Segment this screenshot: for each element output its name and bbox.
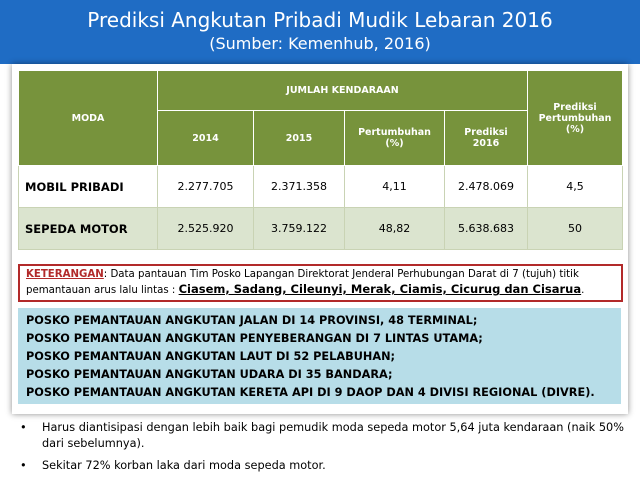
bullet-text: Sekitar 72% korban laka dari moda sepeda motor. [42, 459, 326, 472]
header-pertumbuhan [345, 111, 445, 166]
cell-2014: 2.277.705 [158, 166, 254, 208]
cell-2015: 2.371.358 [254, 166, 345, 208]
header-2014: 2014 [158, 111, 254, 166]
bullet-list [20, 420, 630, 480]
bullet-item [20, 458, 630, 474]
cell-prediksi-pertumbuhan: 4,5 [528, 166, 623, 208]
cell-pertumbuhan: 48,82 [345, 208, 445, 250]
bullet-icon: • [20, 421, 27, 434]
keterangan-locations: Ciasem, Sadang, Cileunyi, Merak, Ciamis, Cicurug dan Cisarua [178, 282, 582, 296]
cell-pertumbuhan: 4,11 [345, 166, 445, 208]
header-line: 2016 [472, 138, 500, 149]
header-moda: MODA [19, 71, 158, 166]
keterangan-end: . [581, 285, 585, 296]
header-line: Pertumbuhan [538, 112, 612, 124]
table-row [19, 166, 623, 208]
posko-line: POSKO PEMANTAUAN ANGKUTAN JALAN DI 14 PROVINSI, 48 TERMINAL; [26, 314, 478, 327]
header-line: (%) [385, 138, 404, 149]
header-line: Prediksi [553, 101, 597, 113]
header-line: Prediksi [464, 127, 508, 138]
data-table [18, 70, 623, 250]
posko-line: POSKO PEMANTAUAN ANGKUTAN PENYEBERANGAN DI 7 LINTAS UTAMA; [26, 332, 483, 345]
keterangan-label: KETERANGAN [26, 269, 104, 280]
cell-2014: 2.525.920 [158, 208, 254, 250]
page-title: Prediksi Angkutan Pribadi Mudik Lebaran 2016 [87, 8, 553, 32]
bullet-text: Harus diantisipasi dengan lebih baik bagi pemudik moda sepeda motor 5,64 juta kendaraan (naik 50% dari sebelumnya). [42, 421, 624, 450]
cell-2015: 3.759.122 [254, 208, 345, 250]
bullet-item [20, 420, 630, 452]
cell-moda: SEPEDA MOTOR [19, 208, 158, 250]
posko-line: POSKO PEMANTAUAN ANGKUTAN KERETA API DI 9 DAOP DAN 4 DIVISI REGIONAL (DIVRE). [26, 386, 595, 399]
cell-moda: MOBIL PRIBADI [19, 166, 158, 208]
header-line: Pertumbuhan [358, 127, 431, 138]
page-subtitle: (Sumber: Kemenhub, 2016) [209, 34, 431, 53]
content-card [12, 64, 628, 414]
table-row [19, 208, 623, 250]
posko-line: POSKO PEMANTAUAN ANGKUTAN UDARA DI 35 BANDARA; [26, 368, 393, 381]
keterangan-text: : Data pantauan Tim Posko Lapangan Direktorat Jenderal Perhubungan Darat di 7 (tujuh) titik pemantauan arus lalu lintas : [26, 269, 579, 296]
header-2015: 2015 [254, 111, 345, 166]
posko-line: POSKO PEMANTAUAN ANGKUTAN LAUT DI 52 PELABUHAN; [26, 350, 396, 363]
header-prediksi-pertumbuhan [528, 71, 623, 166]
title-banner [0, 0, 640, 64]
cell-prediksi-pertumbuhan: 50 [528, 208, 623, 250]
cell-prediksi-2016: 5.638.683 [445, 208, 528, 250]
header-jumlah-kendaraan: JUMLAH KENDARAAN [158, 71, 528, 111]
keterangan-box [18, 264, 623, 302]
posko-box [18, 308, 621, 404]
header-line: (%) [565, 123, 585, 135]
bullet-icon: • [20, 459, 27, 472]
cell-prediksi-2016: 2.478.069 [445, 166, 528, 208]
header-prediksi-2016 [445, 111, 528, 166]
